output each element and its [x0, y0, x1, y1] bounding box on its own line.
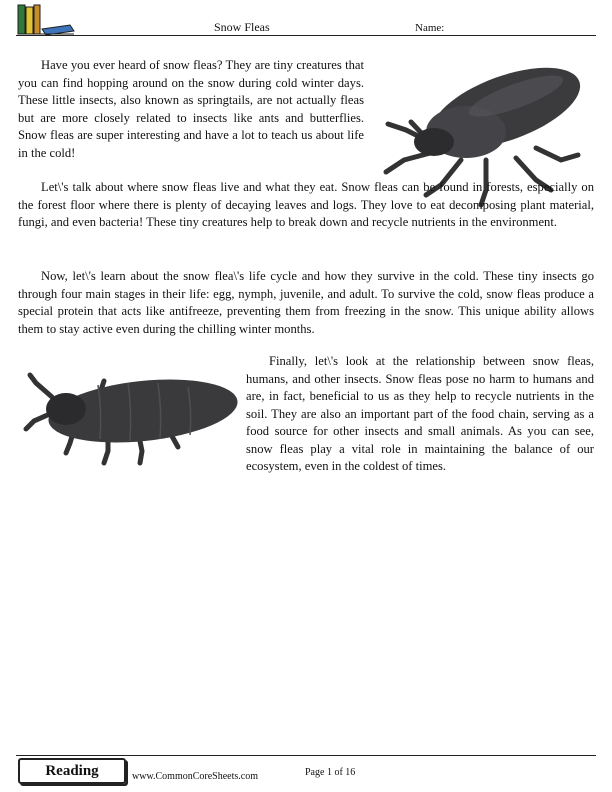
paragraph-relationship-block — [18, 353, 594, 479]
books-logo-icon — [16, 3, 76, 36]
page-title: Snow Fleas — [214, 20, 270, 34]
paragraph-habitat: Let\'s talk about where snow fleas live and what they eat. Snow fleas can be found in forests, especially on the forest floor where there is plenty of decaying leaves and logs. They love to eat decomposing plant material, fungi, and even bacteria! These tiny creatures help to break down and recycle nutrients in the environment. — [18, 180, 594, 229]
header-divider — [16, 35, 596, 36]
snow-flea-image-bottom — [18, 353, 246, 479]
website-link[interactable]: www.CommonCoreSheets.com — [132, 771, 259, 782]
paragraph-relationship: Finally, let\'s look at the relationship between snow fleas, humans, and other insects. Snow fleas pose no harm to humans and are, in fact, beneficial to us as they help to recycle nutrients in the soil. They are also an important part of the food chain, serving as a food source for other insects and small animals. As you can see, snow fleas play a vital role in maintaining the balance of our ecosystem, even in the coldest of times. — [246, 354, 594, 473]
name-label: Name: — [415, 22, 445, 34]
reading-badge: Reading — [18, 758, 126, 784]
paragraph-intro: Have you ever heard of snow fleas? They are tiny creatures that you can find hopping around on the snow during cold winter days. These little insects, also known as springtails, are not actually fleas but are more closely related to insects like ants and butterflies. Snow fleas are super interesting and have a lot to teach us about life in the cold! — [18, 58, 364, 160]
footer-divider — [16, 755, 596, 756]
page-number: Page 1 of 16 — [305, 767, 356, 778]
paragraph-life-cycle: Now, let\'s learn about the snow flea\'s life cycle and how they survive in the cold. These tiny insects go through four main stages in their life: egg, nymph, juvenile, and adult. To survive the cold, snow fleas produce a special protein that acts like antifreeze, preventing them from freezing in the snow. This unique ability allows them to stay active even during the chilling winter months. — [18, 269, 594, 336]
